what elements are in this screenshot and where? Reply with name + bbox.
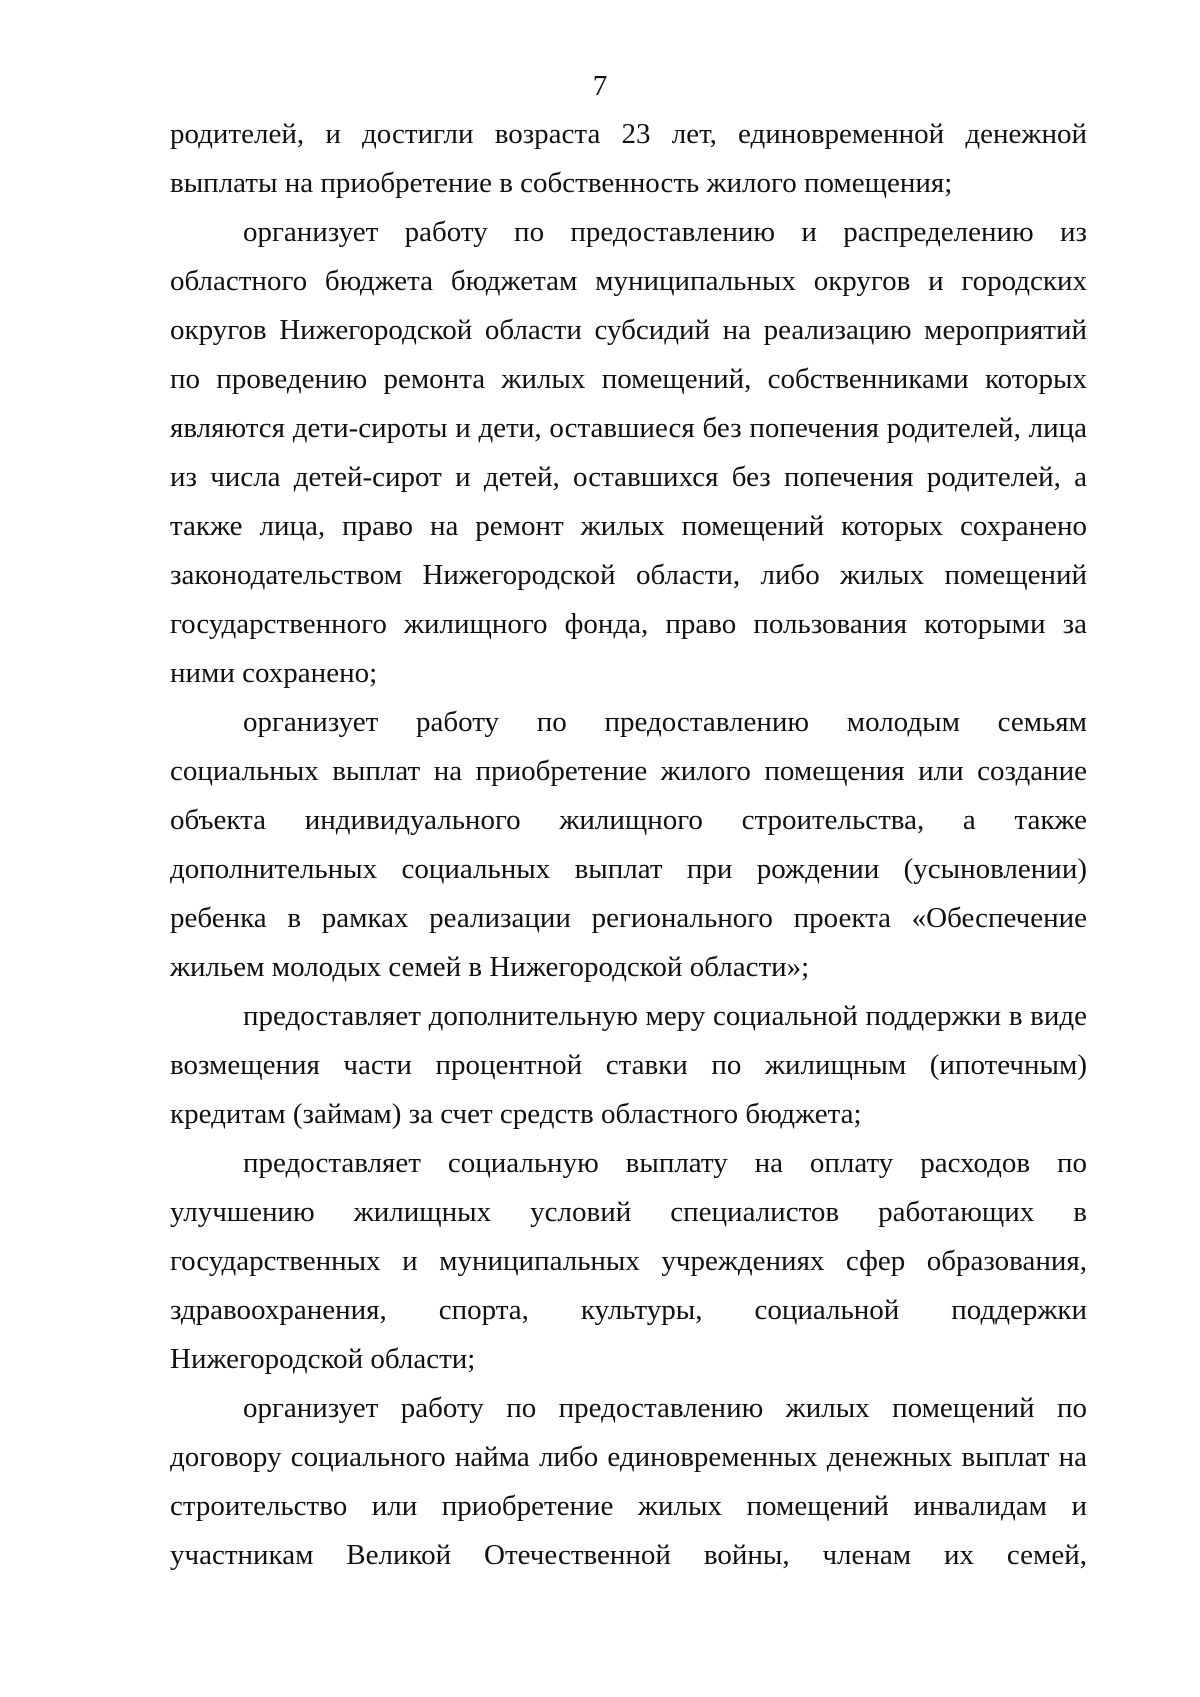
paragraph-war-veterans: организует работу по предоставлению жилых помещений по договору социального найма либо единовременных денежных выплат на строительство или приобретение жилых помещений инвалидам и участникам Великой Отечественной войны, членам их семей, <box>170 1392 1087 1571</box>
paragraph-repair-subsidies: организует работу по предоставлению и распределению из областного бюджета бюджетам муниципальных округов и городских округов Нижегородской области субсидий на реализацию мероприятий по проведению ремонта жилых помещений, собственниками которых являются дети-сироты и дети, оставшиеся без попечения родителей, лица из числа детей-сирот и детей, оставшихся без попечения родителей, а также лица, право на ремонт жилых помещений которых сохранено законодательством Нижегородской области, либо жилых помещений государственного жилищного фонда, право пользования которыми за ними сохранено; <box>170 216 1087 689</box>
paragraph-young-families: организует работу по предоставлению молодым семьям социальных выплат на приобретение жилого помещения или создание объекта индивидуального жилищного строительства, а также дополнительных социальных выплат при рождении (усыновлении) ребенка в рамках реализации регионального проекта «Обеспечение жильем молодых семей в Нижегородской области»; <box>170 706 1087 983</box>
document-body <box>170 110 1087 1580</box>
page-number: 7 <box>592 70 608 102</box>
paragraph-specialists-housing: предоставляет социальную выплату на оплату расходов по улучшению жилищных условий специалистов работающих в государственных и муниципальных учреждениях сфер образования, здравоохранения, спорта, культуры, социальной поддержки Нижегородской области; <box>170 1147 1087 1375</box>
paragraph-mortgage-interest: предоставляет дополнительную меру социальной поддержки в виде возмещения части процентной ставки по жилищным (ипотечным) кредитам (займам) за счет средств областного бюджета; <box>170 1000 1087 1130</box>
paragraph-continuation: родителей, и достигли возраста 23 лет, единовременной денежной выплаты на приобретение в собственность жилого помещения; <box>170 118 1087 199</box>
